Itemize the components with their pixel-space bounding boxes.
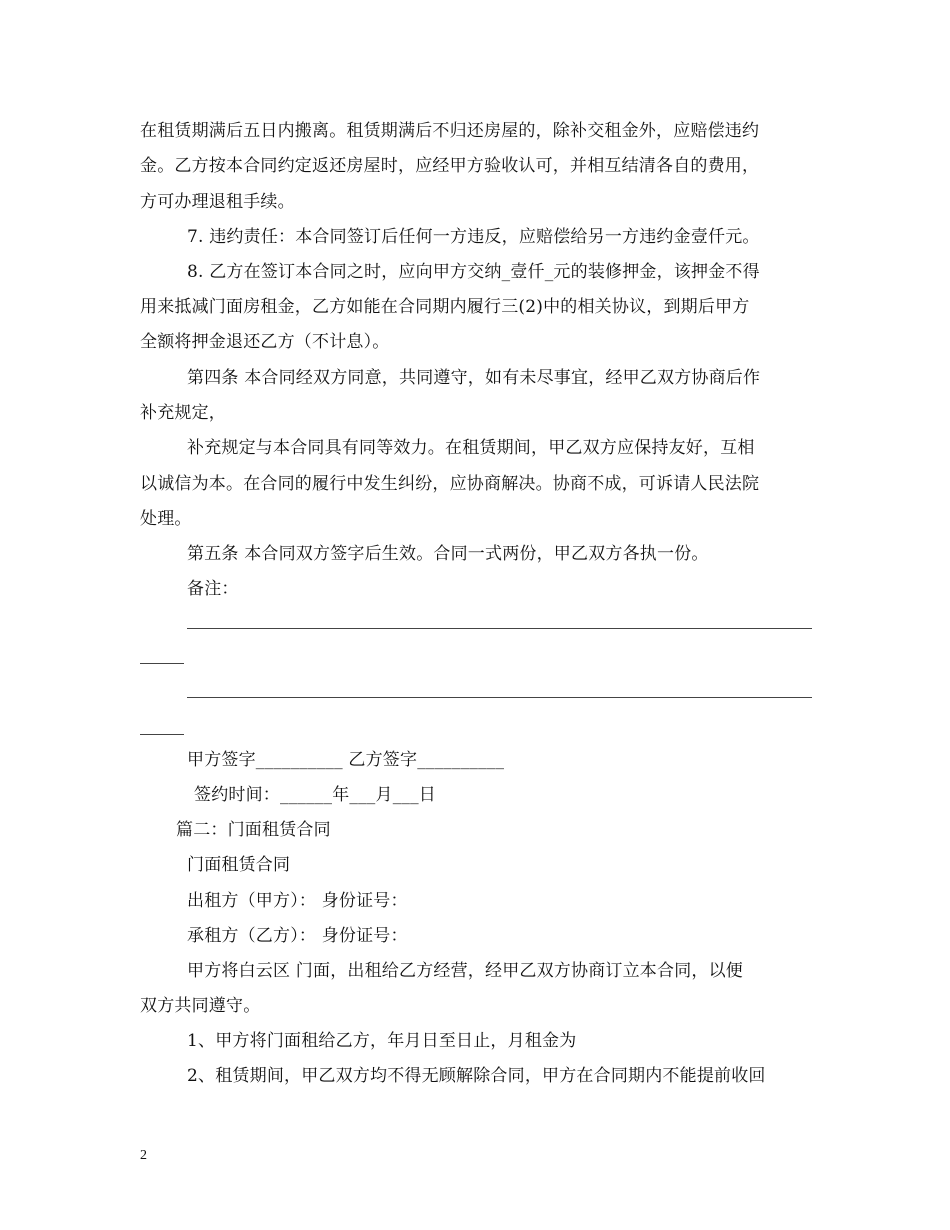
text-line: 用来抵减门面房租金，乙方如能在合同期内履行三(2)中的相关协议，到期后甲方 (140, 297, 750, 317)
text-line: 方可办理退租手续。 (140, 192, 295, 212)
lessee-line: 承租方（乙方）： 身份证号： (187, 926, 408, 946)
remark-blank-line (187, 697, 812, 698)
text-line: 7. 违约责任：本合同签订后任何一方违反，应赔偿给另一方违约金壹仟元。 (187, 227, 760, 247)
text-line: 双方共同遵守。 (140, 996, 261, 1016)
text-line: 全额将押金退还乙方（不计息）。 (140, 332, 390, 352)
text-line: 金。乙方按本合同约定返还房屋时，应经甲方验收认可，并相互结清各自的费用， (140, 156, 760, 176)
section-heading: 篇二：门面租赁合同 (176, 820, 331, 840)
text-line: 备注： (187, 579, 239, 599)
page-number: 2 (140, 1148, 147, 1163)
text-line: 8. 乙方在签订本合同之时，应向甲方交纳_壹仟_元的装修押金，该押金不得 (187, 262, 760, 282)
remark-blank-line-tail (140, 734, 184, 735)
signing-date-line: 签约时间：______年___月___日 (194, 785, 436, 805)
text-line: 2、租赁期间，甲乙双方均不得无顾解除合同，甲方在合同期内不能提前收回 (187, 1066, 766, 1086)
remark-blank-line-tail (140, 663, 184, 664)
contract-title: 门面租赁合同 (187, 855, 291, 875)
remark-blank-line (187, 628, 812, 629)
text-line: 以诚信为本。在合同的履行中发生纠纷，应协商解决。协商不成，可诉请人民法院 (140, 474, 760, 494)
text-line: 补充规定与本合同具有同等效力。在租赁期间，甲乙双方应保持友好，互相 (187, 438, 755, 458)
text-line: 在租赁期满后五日内搬离。租赁期满后不归还房屋的，除补交租金外，应赔偿违约 (140, 121, 760, 141)
text-line: 补充规定， (140, 403, 226, 423)
text-line: 1、甲方将门面租给乙方，年月日至日止，月租金为 (187, 1031, 577, 1051)
text-line: 第五条 本合同双方签字后生效。合同一式两份，甲乙双方各执一份。 (187, 544, 709, 564)
text-line: 甲方将白云区 门面，出租给乙方经营，经甲乙双方协商订立本合同，以便 (187, 961, 744, 981)
text-line: 第四条 本合同经双方同意，共同遵守，如有未尽事宜，经甲乙双方协商后作 (187, 368, 761, 388)
lessor-line: 出租方（甲方）： 身份证号： (187, 891, 408, 911)
text-line: 处理。 (140, 509, 192, 529)
signature-line: 甲方签字__________ 乙方签字__________ (187, 750, 505, 770)
